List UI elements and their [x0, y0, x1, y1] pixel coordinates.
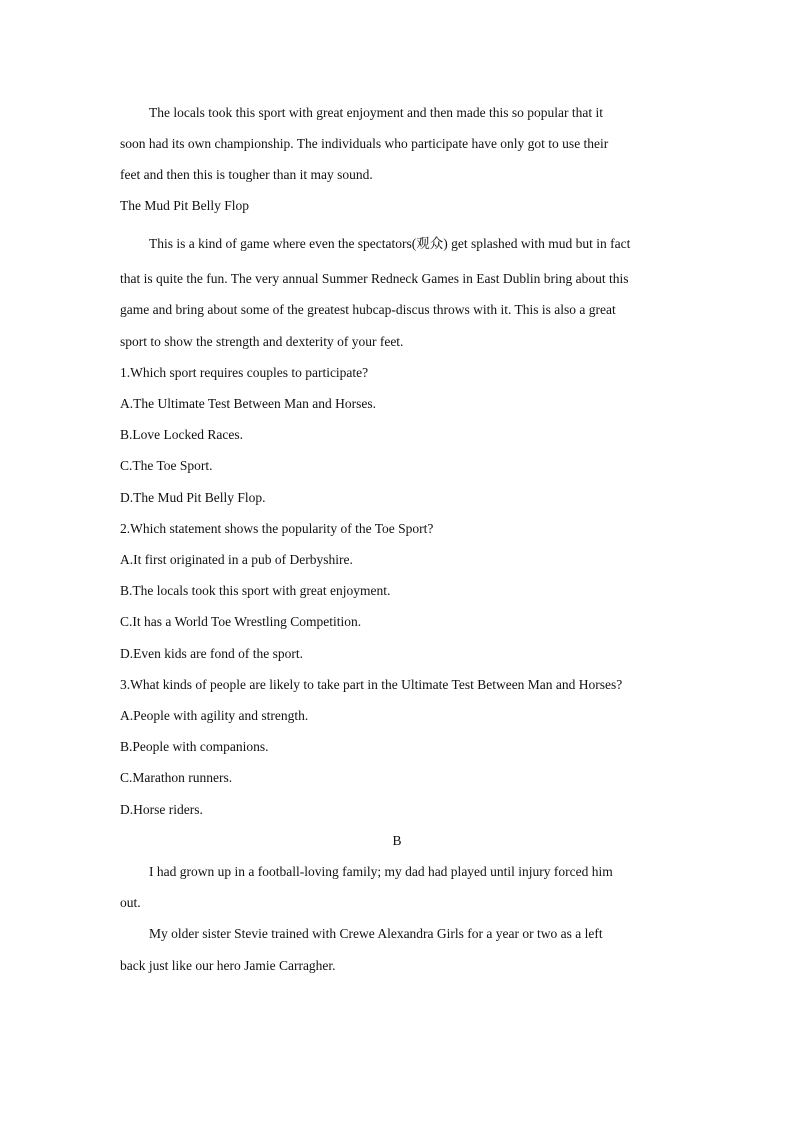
question-3-option-a: A.People with agility and strength. — [120, 708, 309, 723]
question-2-option-a: A.It first originated in a pub of Derbyshire. — [120, 552, 353, 567]
question-1-option-c: C.The Toe Sport. — [120, 458, 213, 473]
toe-para-line-2: soon had its own championship. The individuals who participate have only got to use their — [120, 136, 609, 151]
section-b-label: B — [392, 833, 402, 848]
question-2-stem: 2.Which statement shows the popularity of the Toe Sport? — [120, 521, 434, 536]
question-2-option-b: B.The locals took this sport with great enjoyment. — [120, 583, 391, 598]
question-3-option-c: C.Marathon runners. — [120, 770, 233, 785]
section-b-para2-line-2: back just like our hero Jamie Carragher. — [120, 958, 336, 973]
section-b-para1-line-1: I had grown up in a football-loving family; my dad had played until injury forced him — [149, 864, 613, 879]
toe-para-line-1: The locals took this sport with great enjoyment and then made this so popular that it — [149, 105, 604, 120]
question-1-stem: 1.Which sport requires couples to participate? — [120, 365, 369, 380]
mud-heading: The Mud Pit Belly Flop — [120, 198, 250, 213]
toe-para-line-3: feet and then this is tougher than it may sound. — [120, 167, 373, 182]
mud-para-line-3: game and bring about some of the greatest hubcap-discus throws with it. This is also a great — [120, 302, 616, 317]
question-3-option-b: B.People with companions. — [120, 739, 269, 754]
question-1-option-a: A.The Ultimate Test Between Man and Horses. — [120, 396, 376, 411]
question-1-option-d: D.The Mud Pit Belly Flop. — [120, 490, 266, 505]
question-3-option-d: D.Horse riders. — [120, 802, 203, 817]
question-2-option-c: C.It has a World Toe Wrestling Competition. — [120, 614, 362, 629]
mud-para-line-2: that is quite the fun. The very annual Summer Redneck Games in East Dublin bring about this — [120, 271, 629, 286]
question-3-stem: 3.What kinds of people are likely to take part in the Ultimate Test Between Man and Horses? — [120, 677, 623, 692]
section-b-para1-line-2: out. — [120, 895, 141, 910]
question-1-option-b: B.Love Locked Races. — [120, 427, 243, 442]
mud-para-line-1: This is a kind of game where even the spectators(观众) get splashed with mud but in fact — [149, 236, 631, 251]
question-2-option-d: D.Even kids are fond of the sport. — [120, 646, 303, 661]
section-b-para2-line-1: My older sister Stevie trained with Crewe Alexandra Girls for a year or two as a left — [149, 926, 603, 941]
mud-para-line-4: sport to show the strength and dexterity of your feet. — [120, 334, 404, 349]
